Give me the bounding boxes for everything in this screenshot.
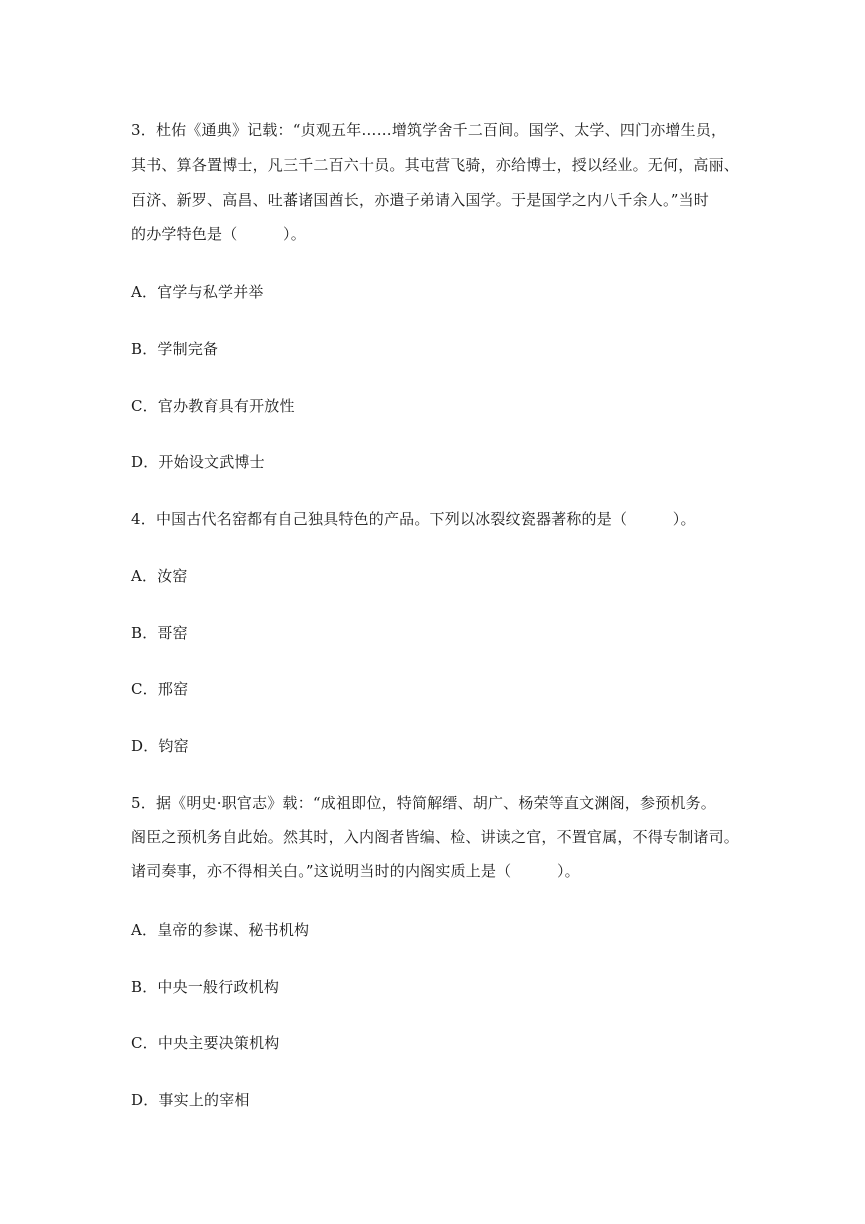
question-3-option-c: C．官办教育具有开放性 (131, 397, 295, 415)
question-5-stem-line: 5．据《明史·职官志》载：“成祖即位，特简解缙、胡广、杨荣等直文渊阁，参预机务。 (131, 794, 716, 812)
question-3-stem-line: 百济、新罗、高昌、吐蕃诸国酋长，亦遣子弟请入国学。于是国学之内八千余人。”当时 (131, 191, 709, 209)
question-5-option-b: B．中央一般行政机构 (131, 978, 280, 996)
question-5-option-c: C．中央主要决策机构 (131, 1034, 280, 1052)
question-3-stem-line: 3．杜佑《通典》记载：“贞观五年……增筑学舍千二百间。国学、太学、四门亦增生员， (131, 121, 727, 139)
question-4-option-a: A．汝窑 (131, 567, 188, 585)
question-5-option-d: D．事实上的宰相 (131, 1091, 250, 1109)
question-5-stem-line: 阁臣之预机务自此始。然其时，入内阁者皆编、检、讲读之官，不置官属，不得专制诸司。 (131, 828, 740, 846)
question-4-option-b: B．哥窑 (131, 624, 188, 642)
question-4-stem-line: 4．中国古代名窑都有自己独具特色的产品。下列以冰裂纹瓷器著称的是（ ）。 (131, 510, 696, 528)
question-4-option-d: D．钧窑 (131, 737, 189, 755)
question-5-option-a: A．皇帝的参谋、秘书机构 (131, 921, 310, 939)
question-5-stem-line: 诸司奏事，亦不得相关白。”这说明当时的内阁实质上是（ ）。 (131, 862, 580, 880)
question-3-option-d: D．开始设文武博士 (131, 453, 265, 471)
question-3-stem-line: 的办学特色是（ ）。 (131, 225, 306, 243)
question-3-stem-line: 其书、算各置博士，凡三千二百六十员。其屯营飞骑，亦给博士，授以经业。无何，高丽、 (131, 156, 740, 174)
question-3-option-b: B．学制完备 (131, 340, 219, 358)
question-3-option-a: A．官学与私学并举 (131, 283, 264, 301)
question-4-option-c: C．邢窑 (131, 680, 189, 698)
